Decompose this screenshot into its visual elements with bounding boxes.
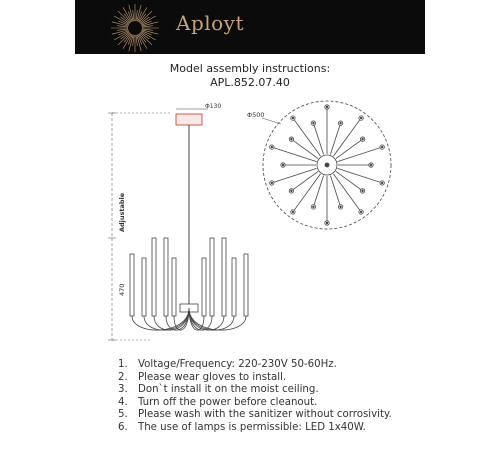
top-hub-dot [325,163,329,167]
top-view-bulb-core [381,146,383,148]
brand-name: Aployt [176,11,245,35]
lamp-tube [202,258,206,316]
model-number: APL.852.07.40 [210,76,290,89]
sunburst-logo-icon [109,2,161,54]
top-view-arm [330,123,340,154]
adjustable-label: Adjustable [118,192,126,232]
top-view-arm [291,139,318,158]
diameter-label: Φ500 [247,111,265,119]
top-view-bulb-core [291,138,293,140]
lamp-tube [142,258,146,316]
technical-drawing [95,95,405,345]
top-view-arm [313,175,323,206]
sunburst-ray [140,11,152,23]
top-view-bulb-core [381,182,383,184]
instructions-list [118,359,392,435]
top-view-arm [272,147,317,162]
lamp-tube [210,238,214,316]
instruction-item: 6. The use of lamps is permissible: LED 1x40W. [118,421,366,433]
lamp-tube [172,258,176,316]
top-view-bulb-core [370,164,372,166]
top-view-bulb-core [360,211,362,213]
top-view-bulb-core [362,190,364,192]
top-view-bulb-core [313,206,315,208]
instruction-item: 5. Please wash with the sanitizer without corrosivity. [118,409,392,421]
top-view-arm [291,171,318,190]
top-view-arm [336,139,363,158]
instruction-item: 4. Turn off the power before cleanout. [118,396,318,408]
top-view-bulb-core [291,190,293,192]
top-view-bulb-core [340,206,342,208]
top-view-arm [313,123,323,154]
lamp-tube [222,238,226,316]
instruction-item: 3. Don`t install it on the moist ceiling. [118,384,319,396]
top-view-arm [272,168,317,183]
lamp-tube [164,238,168,316]
top-view-arm [330,175,340,206]
height-label: 470 [118,283,126,296]
top-view-bulb-core [326,222,328,224]
lamp-tube [152,238,156,316]
lamp-tube [232,258,236,316]
ceiling-canopy [176,114,202,125]
top-view-arm [336,171,363,190]
top-view-bulb-core [271,146,273,148]
top-view-bulb-core [340,122,342,124]
top-view-bulb-core [326,106,328,108]
top-view-bulb-core [313,122,315,124]
top-diameter-label: Φ130 [205,103,222,110]
document-title: Model assembly instructions: [169,62,331,75]
top-view-bulb-core [292,117,294,119]
sunburst-ray [118,33,130,45]
instruction-item: 2. Please wear gloves to install. [118,371,287,383]
sunburst-ray [140,33,152,45]
instruction-item: 1. Voltage/Frequency: 220-230V 50-60Hz. [118,359,337,370]
top-view-bulb-core [362,138,364,140]
sunburst-ray [118,11,130,23]
top-view-bulb-core [292,211,294,213]
top-view-arm [337,147,382,162]
top-view-bulb-core [271,182,273,184]
top-view-arm [337,168,382,183]
top-view-bulb-core [360,117,362,119]
lamp-tube [130,254,134,316]
lamp-tubes [130,238,248,330]
top-view-bulb-core [282,164,284,166]
lamp-tube [244,254,248,316]
